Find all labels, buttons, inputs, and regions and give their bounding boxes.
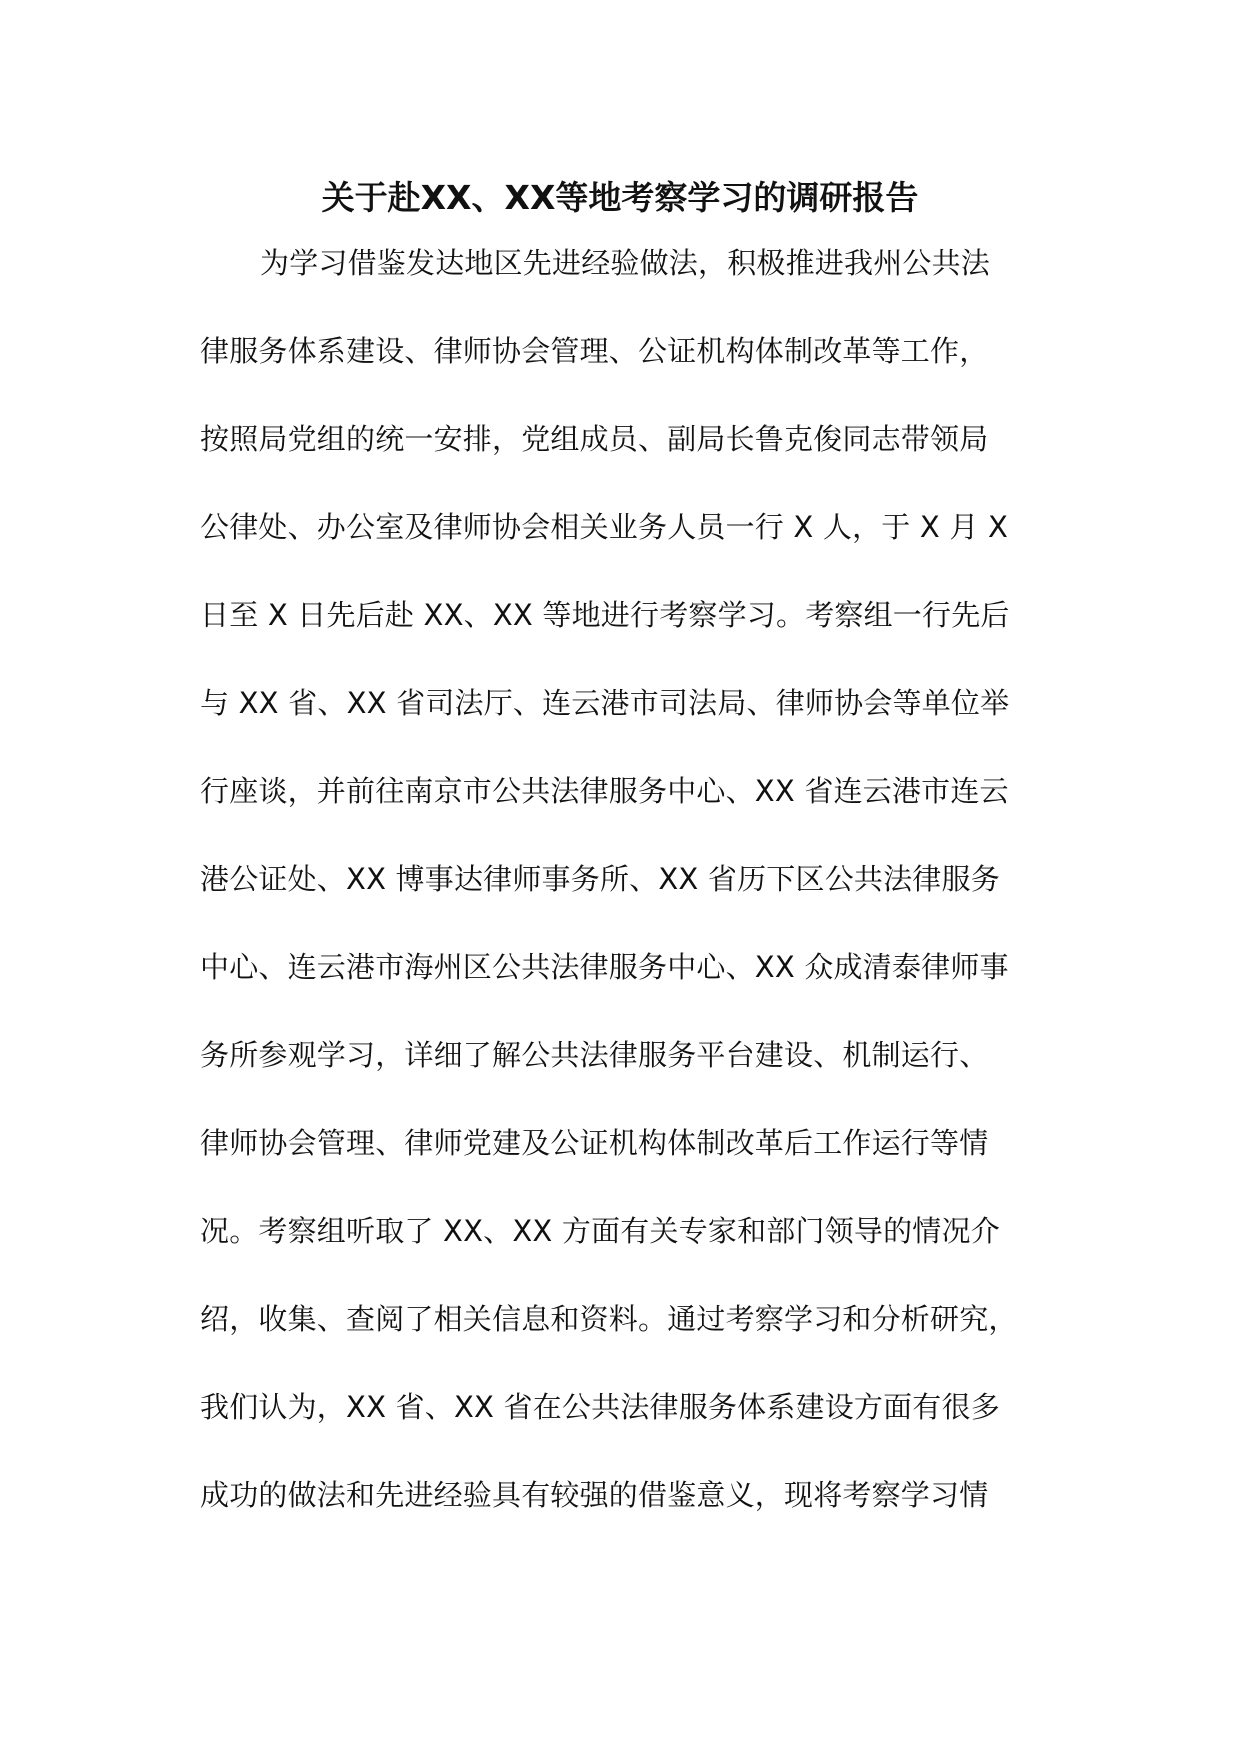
body-line: 中心、连云港市海州区公共法律服务中心、XX 众成清泰律师事 — [200, 950, 1009, 984]
body-line: 为学习借鉴发达地区先进经验做法，积极推进我州公共法 — [260, 246, 991, 280]
body-line: 律师协会管理、律师党建及公证机构体制改革后工作运行等情 — [200, 1126, 989, 1160]
body-line: 成功的做法和先进经验具有较强的借鉴意义，现将考察学习情 — [200, 1478, 989, 1512]
body-line: 行座谈，并前往南京市公共法律服务中心、XX 省连云港市连云 — [200, 774, 1009, 808]
document-title: 关于赴XX、XX等地考察学习的调研报告 — [321, 178, 919, 217]
body-line: 律服务体系建设、律师协会管理、公证机构体制改革等工作， — [200, 334, 989, 368]
body-line: 与 XX 省、XX 省司法厅、连云港市司法局、律师协会等单位举 — [200, 686, 1010, 720]
body-line: 公律处、办公室及律师协会相关业务人员一行 X 人，于 X 月 X — [200, 510, 1009, 544]
body-line: 日至 X 日先后赴 XX、XX 等地进行考察学习。考察组一行先后 — [200, 598, 1010, 632]
body-line: 务所参观学习，详细了解公共法律服务平台建设、机制运行、 — [200, 1038, 989, 1072]
body-line: 按照局党组的统一安排，党组成员、副局长鲁克俊同志带领局 — [200, 422, 989, 456]
body-line: 况。考察组听取了 XX、XX 方面有关专家和部门领导的情况介 — [200, 1214, 1000, 1248]
document-body — [200, 241, 1040, 1561]
body-line: 我们认为，XX 省、XX 省在公共法律服务体系建设方面有很多 — [200, 1390, 1000, 1424]
body-line: 港公证处、XX 博事达律师事务所、XX 省历下区公共法律服务 — [200, 862, 1000, 896]
body-line: 绍，收集、查阅了相关信息和资料。通过考察学习和分析研究， — [200, 1302, 1018, 1336]
